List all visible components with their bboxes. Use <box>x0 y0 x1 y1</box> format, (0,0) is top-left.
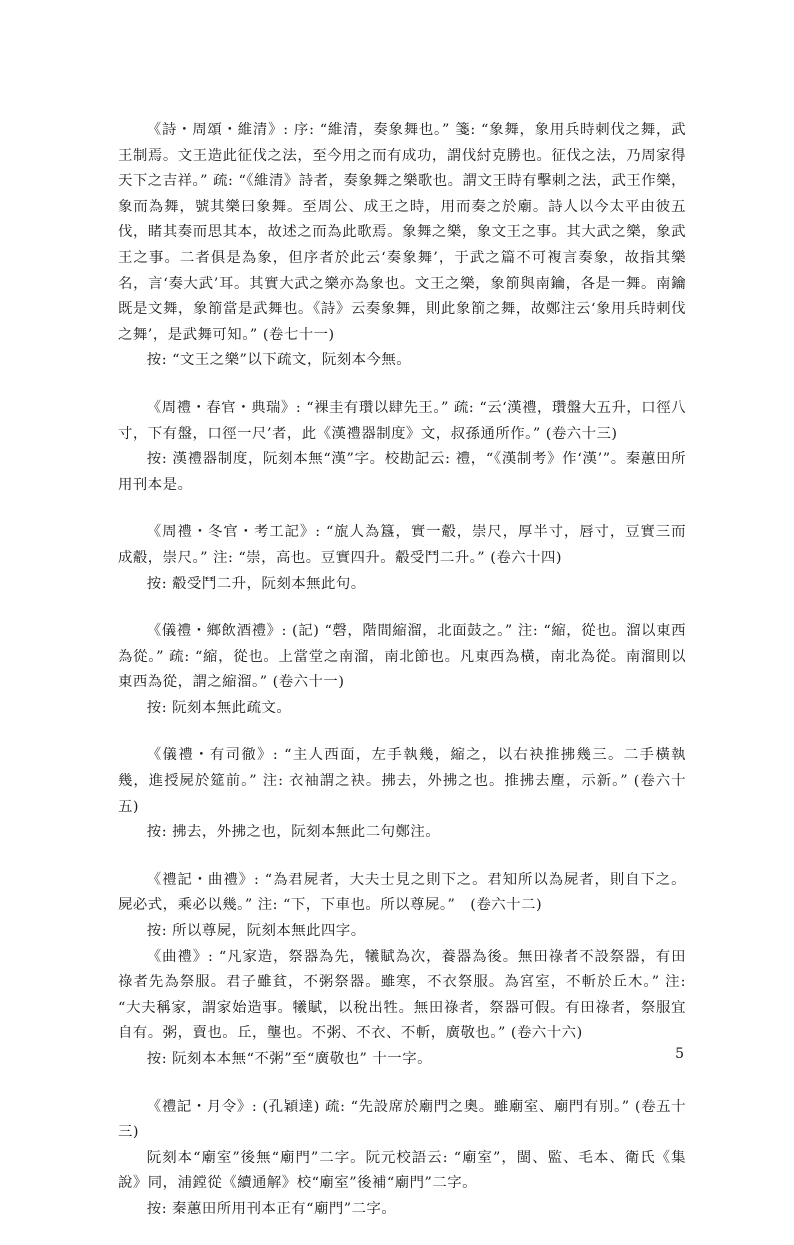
entry-weiqing <box>118 118 686 374</box>
entry-kaogongji <box>118 520 686 597</box>
entry-yousiche <box>118 743 686 845</box>
sub-citation-text: 《曲禮》: “凡家造，祭器為先，犧賦為次，養器為後。無田祿者不設祭器，有田祿者先為祭服。君子雖貧，不粥祭器。雖寒，不衣祭服。為宮室，不斬於丘木。” 注: “大夫稱家，謂家始造事。犧賦，以稅出牲。無田祿者，祭器可假。有田祿者，祭服宜自有。粥，賣也。丘，壟也。不粥、不衣、不斬，廣敬也。” (卷六十六) <box>118 948 686 1042</box>
document-body <box>118 118 686 1245</box>
annotation-note: 按: 漢禮器制度，阮刻本無“漢”字。校勘記云: 禮，“《漢制考》作‘漢’”。秦蕙田所用刊本是。 <box>118 451 686 493</box>
citation-text: 《周禮・冬官・考工記》: “旊人為簋，實一觳，崇尺，厚半寸，唇寸，豆實三而成觳，崇尺。” 注: “崇，高也。豆實四升。觳受鬥二升。” (卷六十四) <box>118 524 686 566</box>
page-number: 5 <box>675 1046 684 1062</box>
annotation-note: 按: 拂去，外拂之也，阮刻本無此二句鄭注。 <box>146 824 441 841</box>
annotation-note: 按: 阮刻本無此疏文。 <box>146 699 292 716</box>
citation-text: 《禮記・曲禮》: “為君屍者，大夫士見之則下之。君知所以為屍者，則自下之。屍必式，乘必以幾。” 注: “下，下車也。所以尊屍。” (卷六十二) <box>118 871 686 914</box>
entry-xiangyinjiu <box>118 619 686 721</box>
annotation-note: 按: 所以尊屍，阮刻本無此四字。 <box>146 923 366 940</box>
annotation-note: 按: 觳受鬥二升，阮刻本無此句。 <box>146 575 366 592</box>
citation-text: 《詩・周頌・維清》: 序: “維清，奏象舞也。” 箋: “象舞，象用兵時刺伐之舞，武王制焉。文王造此征伐之法，至今用之而有成功，謂伐紂克勝也。征伐之法，乃周家得天下之吉祥。” 疏: “《維清》詩者，奏象舞之樂歌也。謂文王時有擊刺之法，武王作樂，象而為舞，號其樂曰象舞。至周公、成王之時，用而奏之於廟。詩人以今太平由彼五伐，睹其奏而思其本，故述之而為此歌焉。象舞之樂，象文王之事。其大武之樂，象武王之事。二者俱是為象，但序者於此云‘奏象舞’，于武之篇不可複言奏象，故指其樂名，言‘奏大武’耳。其實大武之樂亦為象也。文王之樂，象箾與南鑰，各是一舞。南鑰既是文舞，象箾當是武舞也。《詩》云奏象舞，則此象箾之舞，故鄭注云‘象用兵時刺伐之舞’，是武舞可知。” (卷七十一) <box>118 122 686 343</box>
citation-text: 《周禮・春官・典瑞》: “裸圭有瓚以肆先王。” 疏: “云‘漢禮，瓚盤大五升，口徑八寸，下有盤，口徑一尺’者，此《漢禮器制度》文，叔孫通所作。” (卷六十三) <box>118 399 686 442</box>
entry-yueling <box>118 1095 686 1223</box>
citation-text: 《禮記・月令》: (孔穎達) 疏: “先設席於廟門之奧。雖廟室、廟門有別。” (卷五十三) <box>118 1098 686 1141</box>
entry-quli <box>118 868 686 1073</box>
annotation-note: 阮刻本“廟室”後無“廟門”二字。阮元校語云: “廟室”，閩、監、毛本、衛氏《集說》同，浦鏜從《續通解》校“廟室”後補“廟門”二字。 <box>118 1149 686 1192</box>
annotation-note: 按: “文王之樂”以下疏文，阮刻本今無。 <box>146 352 412 369</box>
citation-text: 《儀禮・鄉飲酒禮》: (記) “磬，階間縮溜，北面鼓之。” 注: “縮，從也。溜以東西為從。” 疏: “縮，從也。上當堂之南溜，南北節也。凡東西為橫，南北為從。南溜則以東西為從，謂之縮溜。” (卷六十一) <box>118 623 686 691</box>
citation-text: 《儀禮・有司徹》: “主人西面，左手執幾，縮之，以右袂推拂幾三。二手橫執幾，進授屍於筵前。” 注: 衣袖謂之袂。拂去，外拂之也。推拂去塵，示新。” (卷六十五) <box>118 747 686 815</box>
annotation-note: 按: 阮刻本本無“不粥”至“廣敬也” 十一字。 <box>146 1051 432 1067</box>
annotation-note: 按: 秦蕙田所用刊本正有“廟門”二字。 <box>146 1200 397 1217</box>
entry-dianrui <box>118 396 686 498</box>
